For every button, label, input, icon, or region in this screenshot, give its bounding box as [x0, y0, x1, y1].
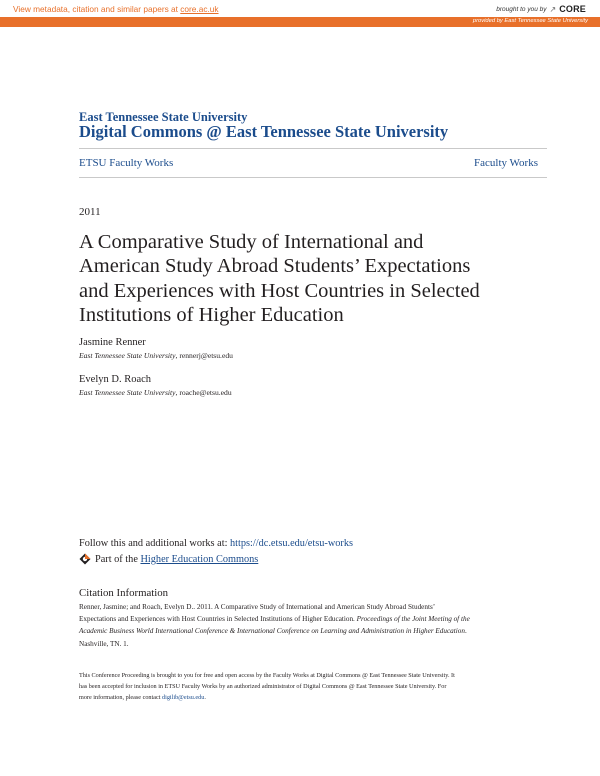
core-metadata-link[interactable]	[13, 4, 219, 14]
contact-email-link[interactable]: digilib@etsu.edu	[162, 693, 205, 701]
provided-by: provided by East Tennessee State University	[472, 18, 588, 24]
core-logo[interactable]: CORE	[559, 4, 586, 14]
core-link[interactable]: core.ac.uk	[180, 4, 219, 14]
higher-education-commons-link[interactable]: Higher Education Commons	[140, 553, 259, 565]
notice-line: This Conference Proceeding is brought to you for free and open access by the Faculty Works at Digital Commons @ East Tennessee State University. It	[79, 672, 455, 679]
notice-line	[79, 693, 529, 704]
nav-faculty-works[interactable]: Faculty Works	[474, 157, 538, 169]
citation-line	[79, 625, 531, 637]
core-logo-icon: ↗	[549, 4, 557, 14]
follow-link[interactable]: https://dc.etsu.edu/etsu-works	[230, 538, 353, 549]
divider	[79, 148, 547, 149]
part-of	[79, 553, 258, 565]
core-metadata-prefix: View metadata, citation and similar papers at	[13, 4, 181, 14]
citation-heading: Citation Information	[79, 587, 169, 599]
notice-text: .	[204, 693, 206, 701]
follow-works	[79, 538, 353, 549]
brought-by	[496, 4, 586, 14]
notice-text: more information, please contact	[79, 693, 162, 701]
affiliation-name: East Tennessee State University	[79, 388, 176, 397]
commons-icon	[79, 553, 91, 565]
citation-text: .	[464, 627, 467, 636]
citation-body	[79, 601, 531, 650]
author-email: , roache@etsu.edu	[175, 388, 232, 397]
follow-prefix: Follow this and additional works at:	[79, 538, 231, 549]
author-email: , rennerj@etsu.edu	[175, 351, 233, 360]
university-name[interactable]: East Tennessee State University	[79, 110, 248, 124]
title-line: A Comparative Study of International and	[79, 231, 424, 253]
affiliation-name: East Tennessee State University	[79, 351, 176, 360]
divider	[79, 177, 547, 178]
paper-title	[79, 230, 549, 327]
notice-line: has been accepted for inclusion in ETSU Faculty Works by an authorized administrator of Digital Commons @ East Tennessee State University. For	[79, 682, 447, 690]
author-affiliation	[79, 388, 232, 397]
citation-text: Expectations and Experiences with Host Countries in Selected Institutions of Higher Education.	[79, 615, 357, 624]
publication-year: 2011	[79, 206, 101, 218]
title-line: Institutions of Higher Education	[79, 303, 344, 326]
title-line: American Study Abroad Students’ Expectations	[79, 255, 471, 278]
citation-italic: Proceedings of the Joint Meeting of the	[356, 615, 470, 624]
author-name: Evelyn D. Roach	[79, 374, 152, 385]
title-line: and Experiences with Host Countries in Selected	[79, 279, 480, 302]
access-notice	[79, 671, 529, 704]
nav-etsu-faculty-works[interactable]: ETSU Faculty Works	[79, 157, 174, 169]
citation-line: Renner, Jasmine; and Roach, Evelyn D.. 2011. A Comparative Study of International and American Study Abroad Students’	[79, 603, 436, 611]
citation-line: Nashville, TN. 1.	[79, 639, 129, 648]
citation-italic: Academic Business World International Conference & International Conference on Learning and Administration in Higher Education	[79, 627, 465, 636]
citation-line	[79, 613, 531, 625]
author-name: Jasmine Renner	[79, 337, 146, 348]
author-affiliation	[79, 351, 233, 360]
part-prefix: Part of the	[95, 553, 141, 565]
repository-name[interactable]: Digital Commons @ East Tennessee State University	[79, 122, 449, 141]
brought-by-text: brought to you by	[496, 5, 547, 13]
